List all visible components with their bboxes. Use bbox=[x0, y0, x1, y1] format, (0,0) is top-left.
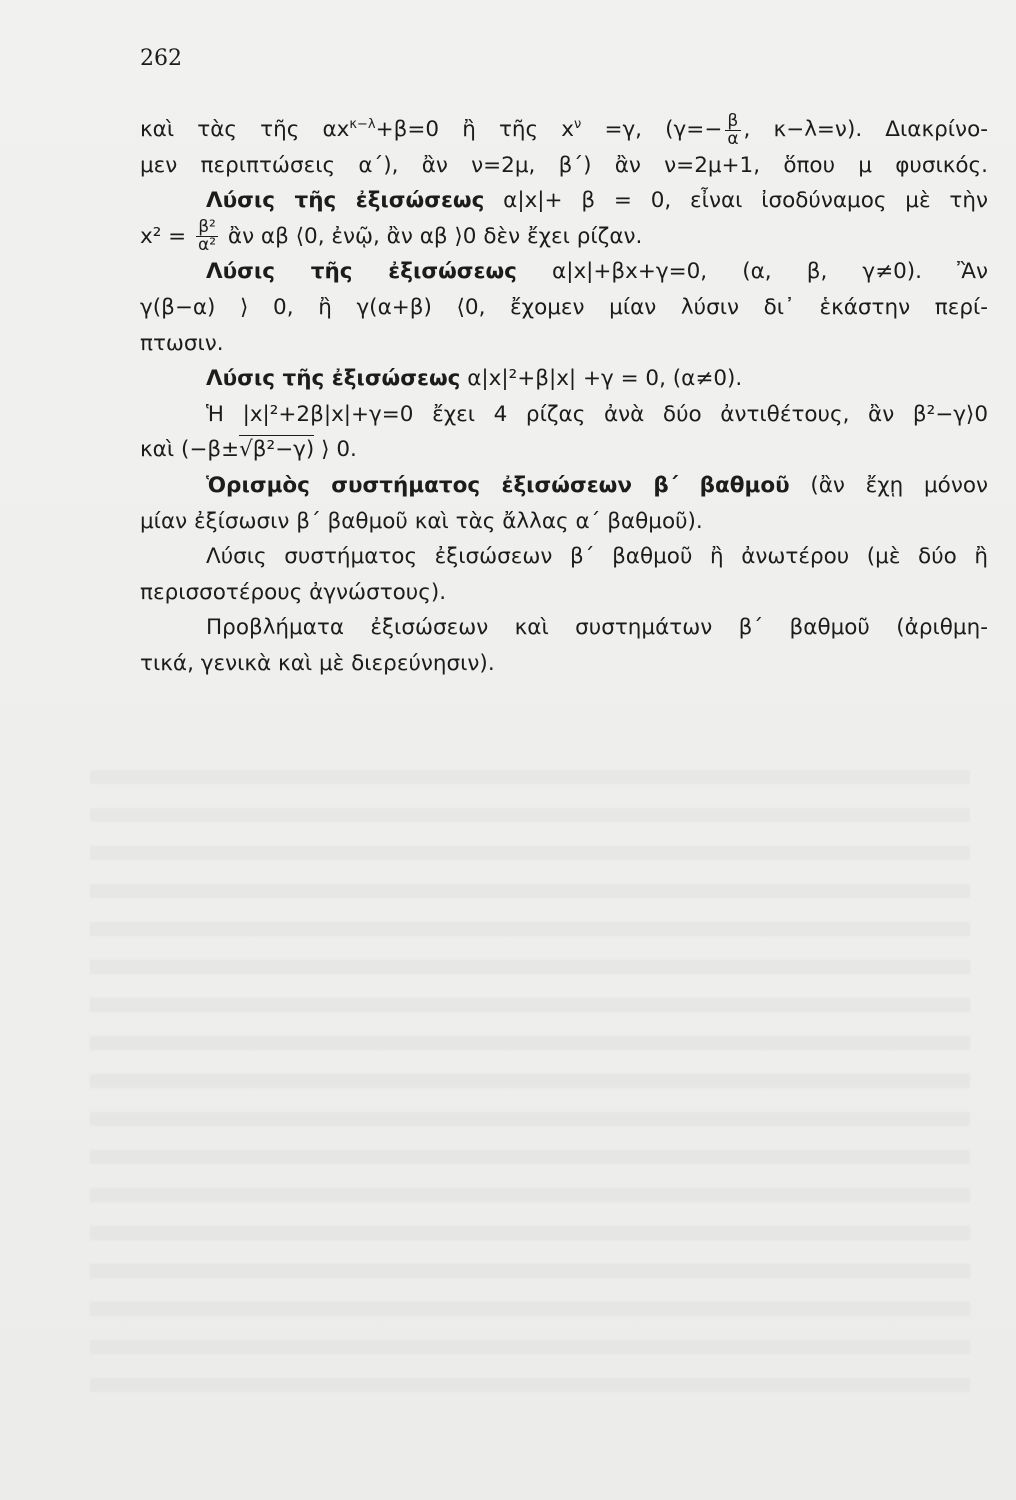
text-line-10: καὶ (−β±√β²−γ) ⟩ 0. bbox=[140, 437, 357, 463]
text-line-12: μίαν ἐξίσωσιν β΄ βαθμοῦ καὶ τὰς ἄλλας α΄ βαθμοῦ). bbox=[140, 508, 703, 534]
square-root: √β²−γ) bbox=[239, 437, 315, 463]
body-text bbox=[140, 112, 988, 682]
text-line-7: πτωσιν. bbox=[140, 330, 224, 356]
fraction-beta-over-alpha: $\frac{\beta}{\alpha}$ bbox=[727, 110, 739, 149]
page-number: 262 bbox=[140, 46, 182, 71]
text-line-15: Προβλήματα ἐξισώσεων καὶ συστημάτων β΄ βαθμοῦ (ἀριθμη- bbox=[206, 615, 988, 641]
text-line-2: μεν περιπτώσεις α΄), ἂν ν=2μ, β΄) ἂν ν=2μ+1, ὅπου μ φυσικός. bbox=[140, 152, 988, 178]
text-line-9: Ἡ |x|²+2β|x|+γ=0 ἔχει 4 ρίζας ἀνὰ δύο ἀντιθέτους, ἂν β²−γ⟩0 bbox=[206, 401, 988, 427]
text-line-14: περισσοτέρους ἀγνώστους). bbox=[140, 579, 447, 605]
text-line-3: Λύσις τῆς ἐξισώσεως α|x|+ β = 0, εἶναι ἰσοδύναμος μὲ τὴν bbox=[206, 188, 988, 214]
text-line-8: Λύσις τῆς ἐξισώσεως α|x|²+β|x| +γ = 0, (α≠0). bbox=[206, 366, 743, 392]
text-line-13: Λύσις συστήματος ἐξισώσεων β΄ βαθμοῦ ἢ ἀνωτέρου (μὲ δύο ἢ bbox=[206, 544, 988, 570]
text-line-5: Λύσις τῆς ἐξισώσεως α|x|+βx+γ=0, (α, β, γ≠0). Ἂν bbox=[206, 259, 988, 285]
text-line-4: x² = $\frac{\text{β²}}{\text{α²}}$ ἂν αβ ⟨0, ἐνῷ, ἂν αβ ⟩0 δὲν ἔχει ρίζαν. bbox=[140, 217, 643, 256]
text-line-16: τικά, γενικὰ καὶ μὲ διερεύνησιν). bbox=[140, 650, 495, 676]
fraction-beta2-over-alpha2: $\frac{\text{β²}}{\text{α²}}$ bbox=[198, 217, 217, 256]
text-line-1: καὶ τὰς τῆς $\alpha x^{\kappa-\lambda}+\beta=0$ ἢ τῆς $x^\nu =\gamma$, (γ=− $\frac{\beta}{\alpha}$ , κ−λ=ν). Διακρίνο- bbox=[140, 110, 988, 149]
text-line-11: Ὁρισμὸς συστήματος ἐξισώσεων β΄ βαθμοῦ (ἂν ἔχῃ μόνον bbox=[206, 472, 988, 498]
bleed-through-shadow bbox=[90, 770, 970, 1410]
text-line-6: γ(β−α) ⟩ 0, ἢ γ(α+β) ⟨0, ἔχομεν μίαν λύσιν δι᾽ ἑκάστην περί- bbox=[140, 294, 988, 320]
